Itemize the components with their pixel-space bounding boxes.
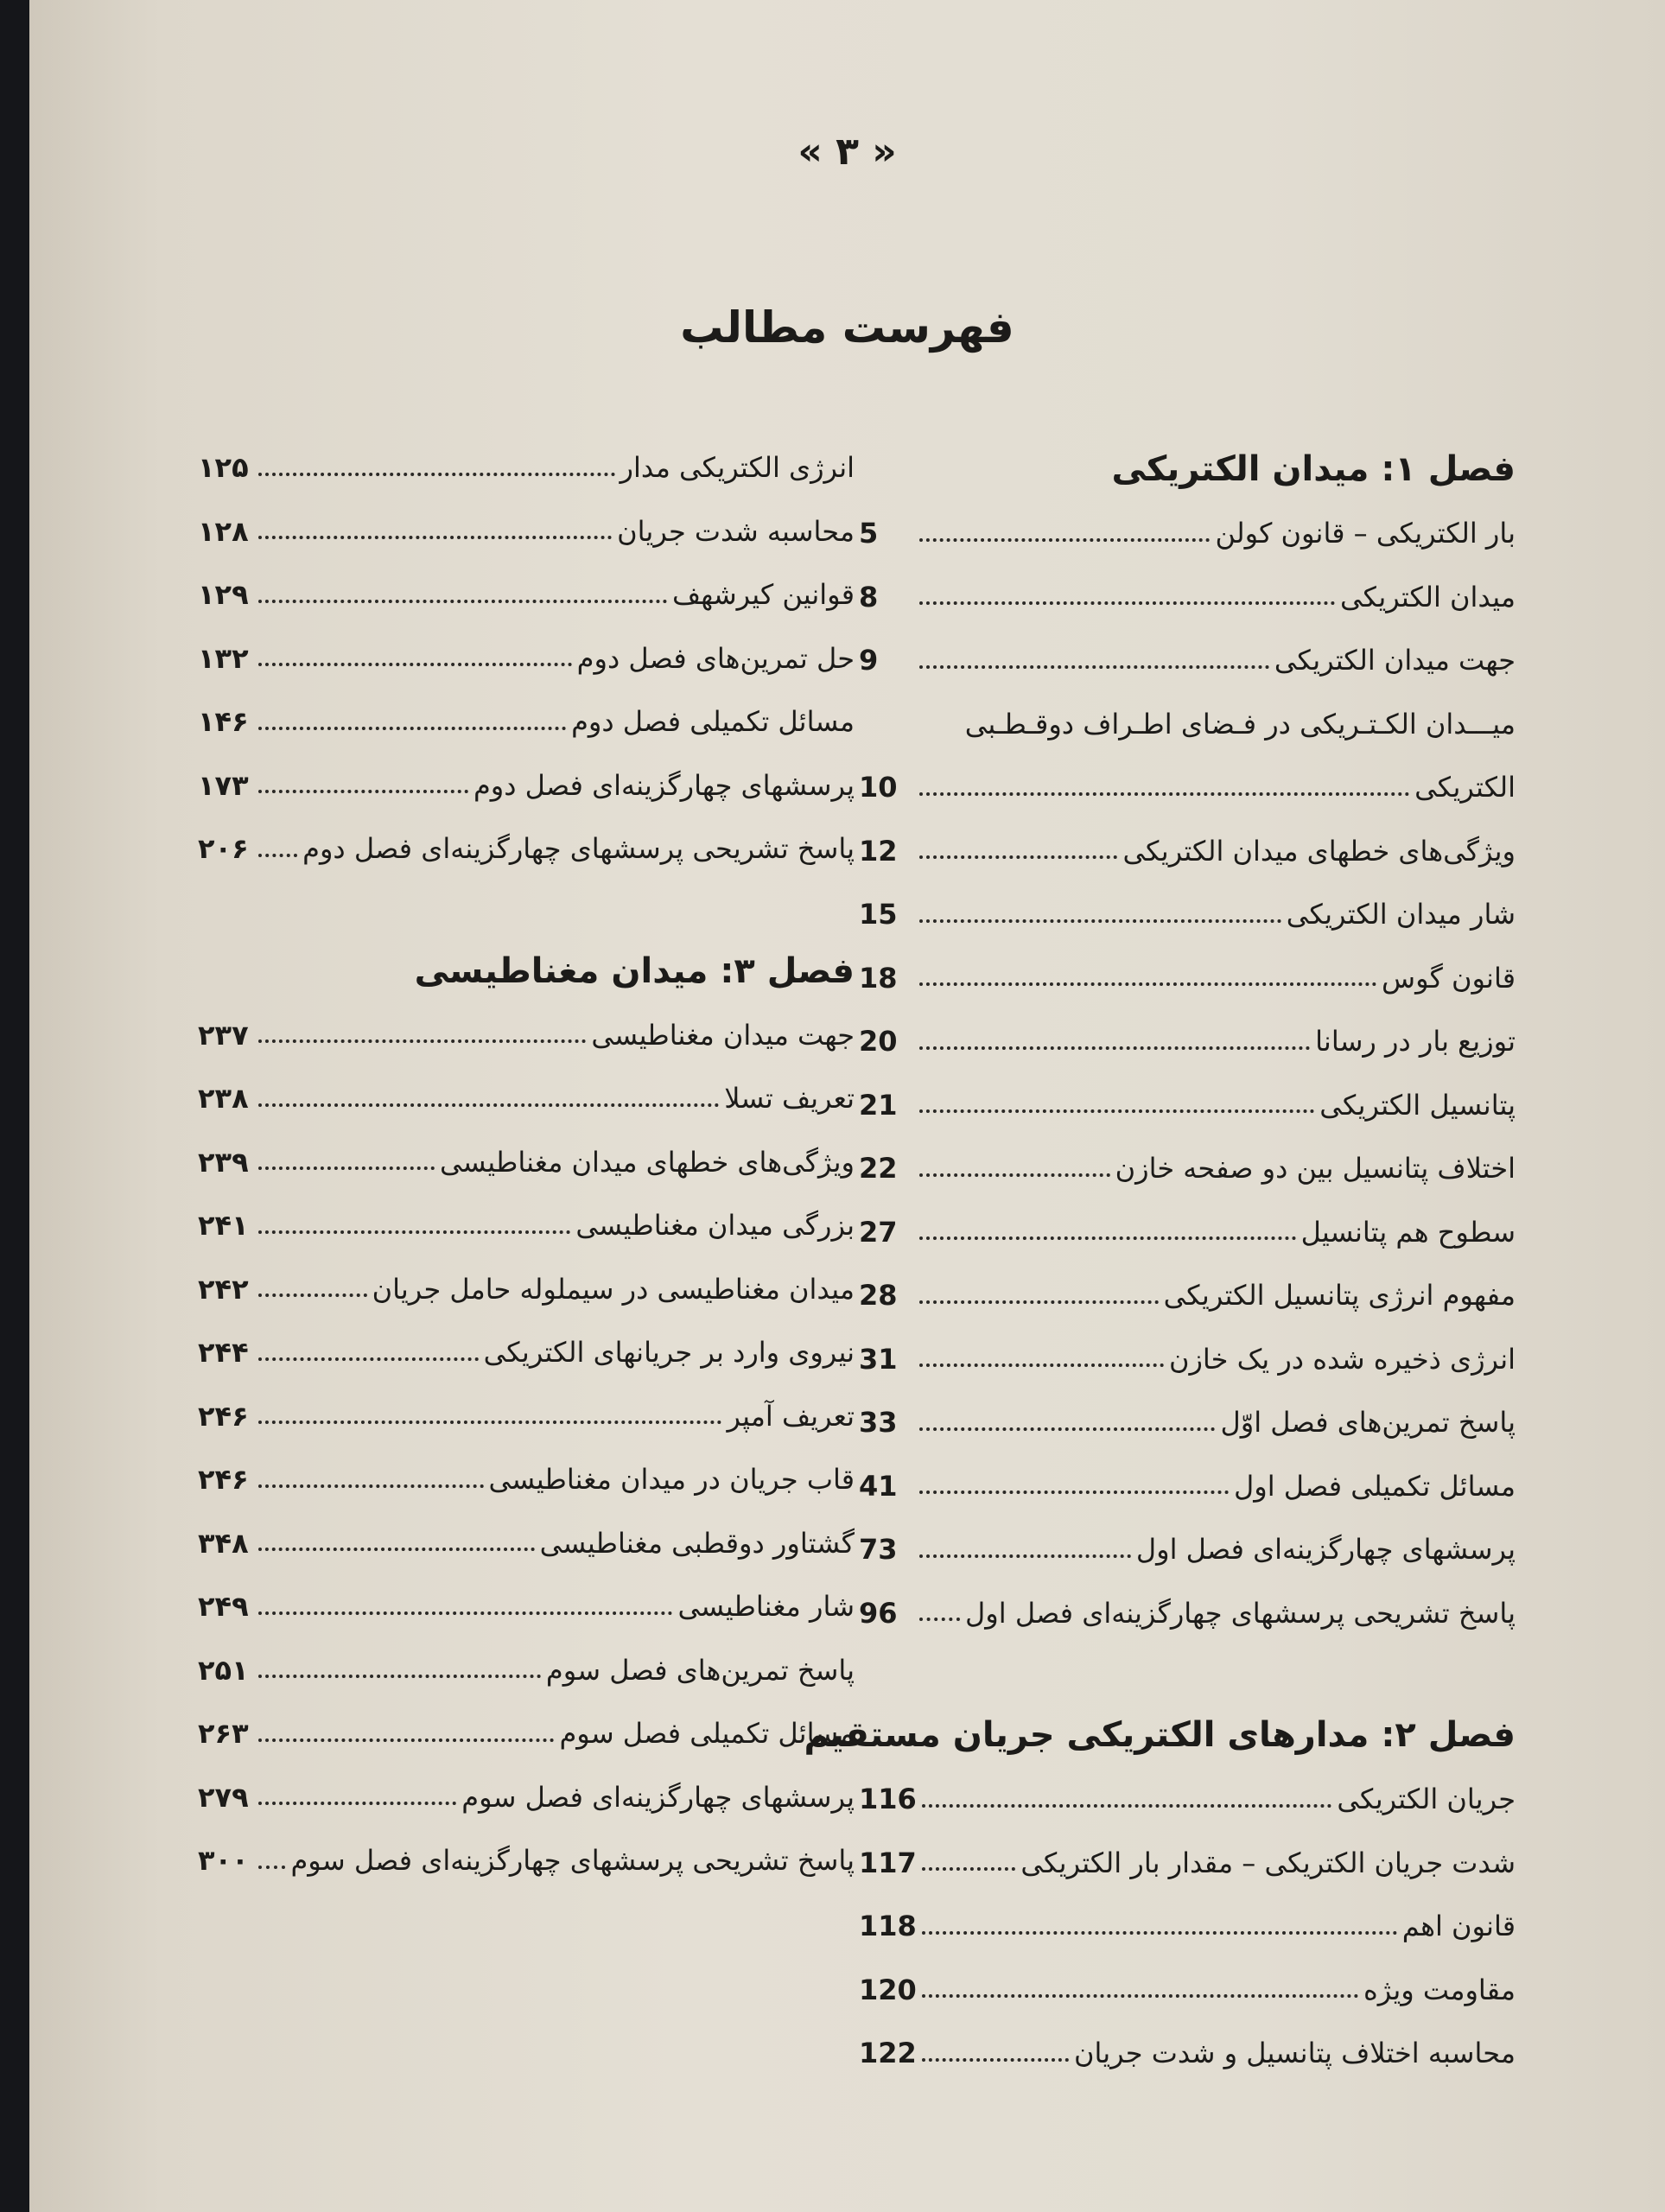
page-number: « ۳ » [798,130,897,174]
leader-dots [922,1804,1332,1808]
toc-entry-title: قوانین کیرشهف [671,578,855,611]
toc-entry-title: جهت میدان الکتریکی [1274,644,1516,677]
leader-dots [258,1611,672,1615]
toc-entry-page: 28 [859,1279,898,1312]
toc-entry-title: تعریف آمپر [727,1399,855,1433]
toc-entry-title: پاسخ تشریحی پرسشهای چهارگزینه‌ای فصل سوم [290,1844,855,1877]
toc-entry-title: ویژگی‌های خطهای میدان مغناطیسی [440,1145,855,1179]
toc-entry [859,947,1516,1011]
leader-dots [919,538,1210,542]
toc-entry [198,1321,855,1385]
toc-entry-page: ۱۴۶ [198,705,249,738]
leader-dots [258,1866,285,1869]
toc-entry [198,1004,855,1068]
leader-dots [258,1802,456,1805]
toc-entry-page: 8 [859,580,879,613]
leader-dots [919,1046,1310,1050]
toc-entry-title: پرسشهای چهارگزینه‌ای فصل سوم [461,1780,855,1814]
toc-entry-title: تعریف تسلا [724,1082,855,1115]
book-page [29,0,1665,2212]
toc-entry-page: ۲۴۲ [198,1272,249,1306]
toc-entry [198,690,855,754]
toc-entry-title: گشتاور دوقطبی مغناطیسی [539,1526,855,1560]
toc-entry-page: ۲۳۹ [198,1145,249,1179]
toc-entry-title: پاسخ تمرین‌های فصل سوم [545,1653,855,1687]
toc-entry-page: ۲۷۹ [198,1780,249,1814]
toc-entry-title: بزرگی میدان مغناطیسی [575,1209,855,1242]
toc-entry-title: میـــدان الکـتـریکی در فـضای اطـراف دوقـطـبی [964,707,1516,741]
toc-section [804,1702,1516,2086]
leader-dots [258,1738,554,1742]
toc-entry [198,1575,855,1639]
toc-entry [859,1455,1516,1519]
toc-entry-page: 12 [859,834,898,868]
toc-entry-title: پاسخ تشریحی پرسشهای چهارگزینه‌ای فصل دوم [302,832,855,865]
leader-dots [258,1675,541,1678]
leader-dots [919,1363,1164,1367]
leader-dots [919,1236,1296,1240]
toc-entry [198,1766,855,1830]
toc-entry-title: اختلاف پتانسیل بین دو صفحه خازن [1115,1152,1516,1185]
toc-entry [859,1137,1516,1201]
toc-entry-title: پرسشهای چهارگزینه‌ای فصل دوم [473,768,855,802]
toc-entry [198,563,855,627]
toc-entry [198,1258,855,1322]
chapter-heading: فصل ۳: میدان مغناطیسی [414,950,855,991]
toc-entry [198,1131,855,1195]
toc-entry-title: انرژی الکتریکی مدار [620,451,855,484]
leader-dots [258,1548,535,1551]
toc-entry-page: ۲۴۴ [198,1336,249,1369]
toc-entry-page: 27 [859,1215,898,1249]
toc-entry-page: 15 [859,898,898,931]
toc-entry [859,1895,1516,1959]
toc-entry-page: 20 [859,1025,898,1058]
toc-entry-title: انرژی ذخیره شده در یک خازن [1168,1342,1516,1376]
toc-entry-page: ۲۳۸ [198,1082,249,1115]
toc-entry-title: پاسخ تشریحی پرسشهای چهارگزینه‌ای فصل اول [965,1596,1516,1630]
toc-entry-page: ۲۴۹ [198,1590,249,1623]
toc-entry-page: ۱۲۹ [198,578,249,611]
toc-entry [198,436,855,500]
toc-entry [859,1328,1516,1392]
toc-entry-page: 5 [859,517,879,550]
toc-entry [859,2022,1516,2086]
toc-entry-title: مفهوم انرژی پتانسیل الکتریکی [1163,1279,1516,1312]
leader-dots [258,1166,435,1170]
leader-dots [258,536,612,539]
leader-dots [258,600,667,603]
leader-dots [919,1300,1159,1304]
leader-dots [922,1867,1016,1871]
toc-entry-page: ۲۴۶ [198,1463,249,1496]
toc-entry-page: ۲۴۱ [198,1209,249,1242]
toc-entry [859,1832,1516,1896]
leader-dots [919,1554,1131,1558]
leader-dots [919,792,1409,796]
toc-entry [859,1010,1516,1074]
leader-dots [258,1230,570,1234]
leader-dots [258,1294,367,1297]
toc-entry [859,502,1516,566]
leader-dots [258,854,297,857]
toc-entry-title: مسائل تکمیلی فصل دوم [571,705,855,738]
toc-entry-title: شار میدان الکتریکی [1286,898,1516,931]
toc-entry-page: 21 [859,1088,898,1122]
toc-entry [198,1385,855,1449]
toc-entry-page: ۱۳۲ [198,641,249,675]
toc-entry-page: 9 [859,644,879,677]
toc-entry-title: مسائل تکمیلی فصل اول [1234,1469,1516,1503]
toc-entry-title: محاسبه شدت جریان [617,514,855,548]
toc-entry-title: حل تمرین‌های فصل دوم [576,641,855,675]
leader-dots [258,1357,479,1361]
toc-entry [859,629,1516,693]
toc-entry [198,1448,855,1512]
leader-dots [919,1491,1229,1494]
toc-entry-page: ۳۴۸ [198,1526,249,1560]
leader-dots [258,1421,721,1424]
toc-entry-page: 31 [859,1342,898,1376]
leader-dots [919,982,1376,986]
toc-entry [859,1959,1516,2023]
toc-entry [859,1264,1516,1328]
toc-entry-page: 73 [859,1533,898,1566]
toc-entry-title: مقاومت ویژه [1363,1973,1516,2006]
toc-entry [198,1067,855,1131]
toc-entry-page: 18 [859,961,898,995]
toc-entry-title: جریان الکتریکی [1337,1783,1516,1815]
toc-entry-title: الکتریکی [1414,771,1516,804]
toc-entry-title: پتانسیل الکتریکی [1319,1088,1516,1122]
toc-entry [859,693,1516,757]
leader-dots [258,663,572,666]
section-gap [859,1645,1516,1702]
toc-entry-page: 117 [859,1846,917,1879]
toc-entry-title: توزیع بار در رسانا [1315,1025,1516,1058]
leader-dots [919,1173,1110,1177]
leader-dots [922,1931,1397,1935]
toc-entry [859,1768,1516,1832]
toc-entry-page: 96 [859,1596,898,1630]
toc-entry [859,1518,1516,1582]
toc-entry-title: مسائل تکمیلی فصل سوم [559,1717,855,1750]
leader-dots [258,790,468,793]
toc-entry [859,1582,1516,1646]
leader-dots [919,665,1269,669]
toc-entry-title: پرسشهای چهارگزینه‌ای فصل اول [1135,1533,1516,1566]
leader-dots [919,855,1117,859]
toc-entry-page: 122 [859,2037,917,2069]
toc-entry [859,883,1516,947]
toc-entry-page: 22 [859,1152,898,1185]
toc-entry-page: ۲۵۱ [198,1653,249,1687]
toc-entry [198,817,855,881]
toc-section [859,436,1516,1645]
toc-entry [859,756,1516,820]
toc-entry-title: محاسبه اختلاف پتانسیل و شدت جریان [1073,2037,1516,2069]
toc-entry-title: جهت میدان مغناطیسی [591,1018,855,1052]
chapter-heading: فصل ۲: مدارهای الکتریکی جریان مستقیم [804,1715,1516,1755]
toc-entry-title: قانون اهم [1401,1910,1516,1942]
toc-entry-page: 41 [859,1469,898,1503]
toc-entry-title: شار مغناطیسی [677,1590,855,1623]
toc-entry-page: ۲۴۶ [198,1399,249,1433]
toc-left-column [198,436,855,1893]
toc-title: فهرست مطالب [680,302,1014,353]
chapter-heading: فصل ۱: میدان الکتریکی [1111,449,1516,489]
toc-entry [198,1829,855,1893]
toc-entry [859,1074,1516,1138]
toc-entry [198,754,855,818]
toc-right-column [804,436,1516,2086]
toc-entry-page: 10 [859,771,898,804]
toc-entry-title: میدان مغناطیسی در سیملوله حامل جریان [372,1272,855,1306]
leader-dots [258,473,615,476]
leader-dots [922,1994,1358,1998]
leader-dots [919,1427,1215,1431]
leader-dots [258,727,566,730]
toc-entry-title: میدان الکتریکی [1339,580,1516,613]
toc-entry-page: ۲۰۶ [198,832,249,865]
toc-entry-page: ۱۲۵ [198,451,249,484]
toc-entry-page: ۲۶۳ [198,1717,249,1750]
toc-entry [859,820,1516,884]
toc-entry-title: نیروی وارد بر جریانهای الکتریکی [483,1336,855,1369]
toc-entry [859,1201,1516,1265]
toc-entry-title: ویژگی‌های خطهای میدان الکتریکی [1122,834,1516,868]
toc-entry [198,627,855,691]
leader-dots [922,2058,1069,2062]
toc-entry [198,1512,855,1576]
leader-dots [919,919,1281,923]
leader-dots [919,1618,960,1621]
toc-entry-page: 120 [859,1973,917,2006]
toc-entry-page: 116 [859,1783,917,1815]
toc-entry-title: قانون گوس [1382,961,1516,995]
toc-entry [198,1639,855,1703]
toc-section [198,938,855,1893]
toc-entry-title: قاب جریان در میدان مغناطیسی [488,1463,855,1496]
section-gap [198,881,855,938]
toc-entry-title: بار الکتریکی – قانون کولن [1215,517,1516,550]
toc-entry [859,1391,1516,1455]
toc-entry [198,500,855,564]
toc-entry-page: ۲۳۷ [198,1018,249,1052]
toc-entry [198,1702,855,1766]
toc-entry-page: 33 [859,1406,898,1439]
toc-entry [198,1194,855,1258]
toc-entry-title: پاسخ تمرین‌های فصل اوّل [1220,1406,1516,1439]
toc-entry-page: ۳۰۰ [198,1844,249,1877]
toc-entry-title: شدت جریان الکتریکی – مقدار بار الکتریکی [1020,1846,1516,1879]
toc-entry-page: ۱۲۸ [198,514,249,548]
leader-dots [919,1109,1314,1113]
toc-section [198,436,855,881]
toc-entry [859,566,1516,630]
leader-dots [919,601,1335,605]
toc-entry-page: 118 [859,1910,917,1942]
leader-dots [258,1039,586,1043]
leader-dots [258,1484,484,1488]
toc-entry-title: سطوح هم پتانسیل [1300,1215,1516,1249]
leader-dots [258,1103,719,1107]
toc-entry-page: ۱۷۳ [198,768,249,802]
